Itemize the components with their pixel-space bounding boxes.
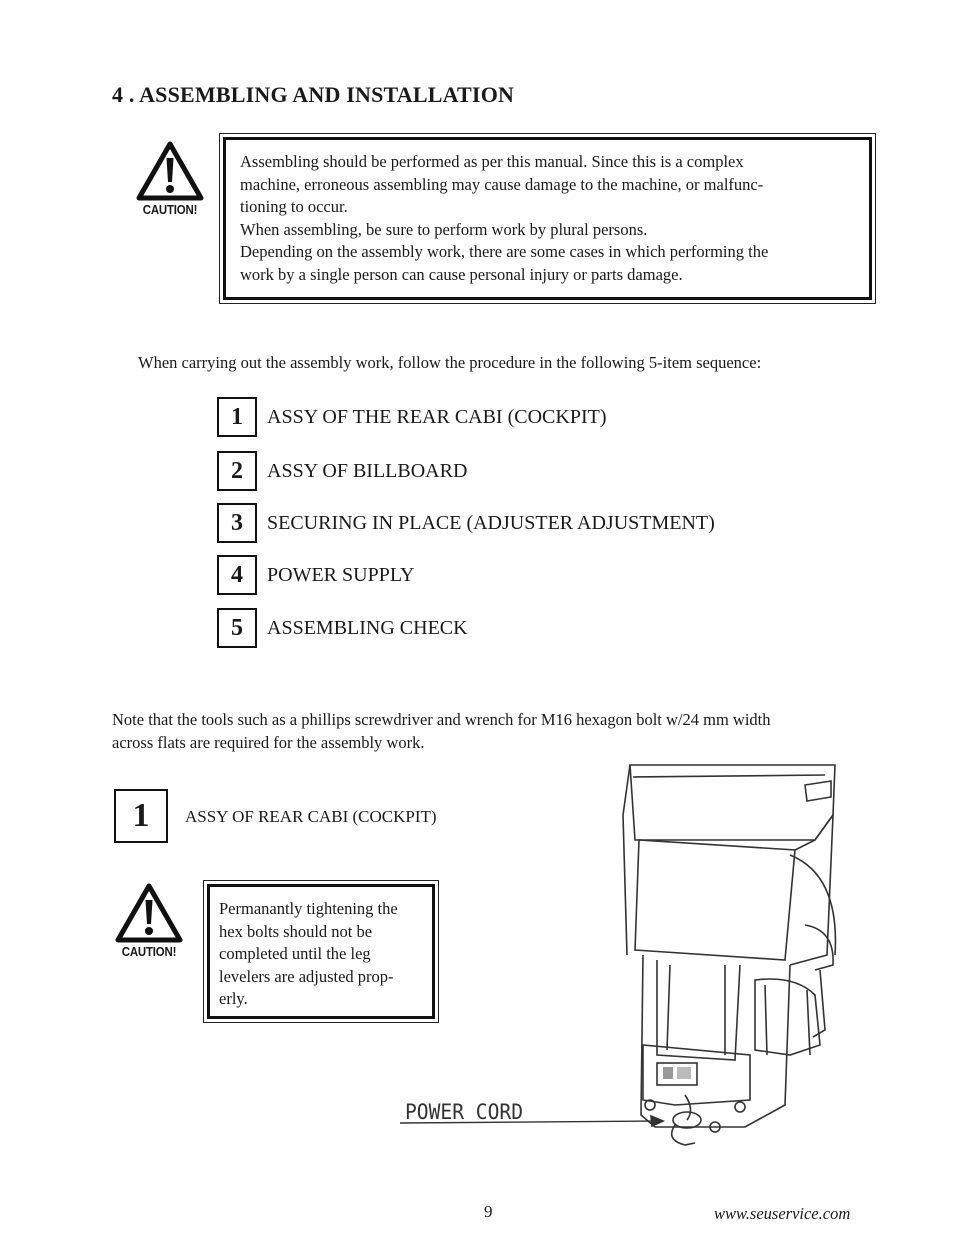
page-number: 9 [484, 1202, 493, 1221]
note-line: Note that the tools such as a phillips screwdriver and wrench for M16 hexagon bolt w/24 mm width [112, 710, 771, 729]
step-item [217, 503, 715, 543]
caution-icon-main [134, 140, 206, 217]
note-line: across flats are required for the assembly work. [112, 732, 425, 752]
step-number: 2 [217, 451, 257, 491]
caution-line: When assembling, be sure to perform work by plural persons. [240, 219, 648, 239]
step-number: 3 [217, 503, 257, 543]
step-label: ASSY OF BILLBOARD [267, 459, 468, 482]
step-item [217, 555, 414, 595]
caution-line: machine, erroneous assembling may cause damage to the machine, or malfunc- [240, 174, 764, 194]
caution-line: completed until the leg [219, 944, 371, 963]
caution-icon-small [113, 882, 185, 959]
cockpit-illustration [395, 755, 845, 1155]
warning-triangle-icon [135, 140, 205, 202]
caution-label: CAUTION! [142, 202, 198, 217]
step-item [217, 451, 467, 491]
caution-box-main [219, 133, 876, 304]
subsection-title: ASSY OF REAR CABI (COCKPIT) [185, 807, 437, 826]
step-item [217, 608, 468, 648]
tools-note [112, 709, 882, 754]
caution-line: Assembling should be performed as per this manual. Since this is a complex [240, 152, 744, 171]
section-title: 4 . ASSEMBLING AND INSTALLATION [112, 82, 515, 107]
caution-line: Permanantly tightening the [219, 899, 398, 918]
power-cord-label: POWER CORD [405, 1100, 523, 1124]
caution-line: work by a single person can cause personal injury or parts damage. [240, 264, 683, 284]
caution-line: tioning to occur. [240, 197, 348, 216]
caution-line: Depending on the assembly work, there are some cases in which performing the [240, 242, 769, 261]
caution-line: levelers are adjusted prop- [219, 966, 394, 986]
cabinet-front-panel [635, 840, 795, 960]
warning-triangle-icon [114, 882, 184, 944]
subsection-number: 1 [114, 789, 168, 843]
footer-website: www.seuservice.com [714, 1204, 851, 1223]
step-label: SECURING IN PLACE (ADJUSTER ADJUSTMENT) [267, 511, 715, 534]
step-number: 5 [217, 608, 257, 648]
caution-line: erly. [219, 989, 248, 1008]
intro-text: When carrying out the assembly work, follow the procedure in the following 5-item sequence: [138, 353, 762, 372]
caution-label: CAUTION! [121, 944, 177, 959]
cabinet-lower-frame [641, 955, 790, 1127]
step-label: POWER SUPPLY [267, 563, 415, 586]
step-item [217, 397, 606, 437]
step-label: ASSY OF THE REAR CABI (COCKPIT) [267, 405, 607, 428]
step-number: 4 [217, 555, 257, 595]
step-number: 1 [217, 397, 257, 437]
caution-line: hex bolts should not be [219, 921, 373, 941]
step-label: ASSEMBLING CHECK [267, 616, 468, 639]
caster-wheel [735, 1102, 745, 1112]
